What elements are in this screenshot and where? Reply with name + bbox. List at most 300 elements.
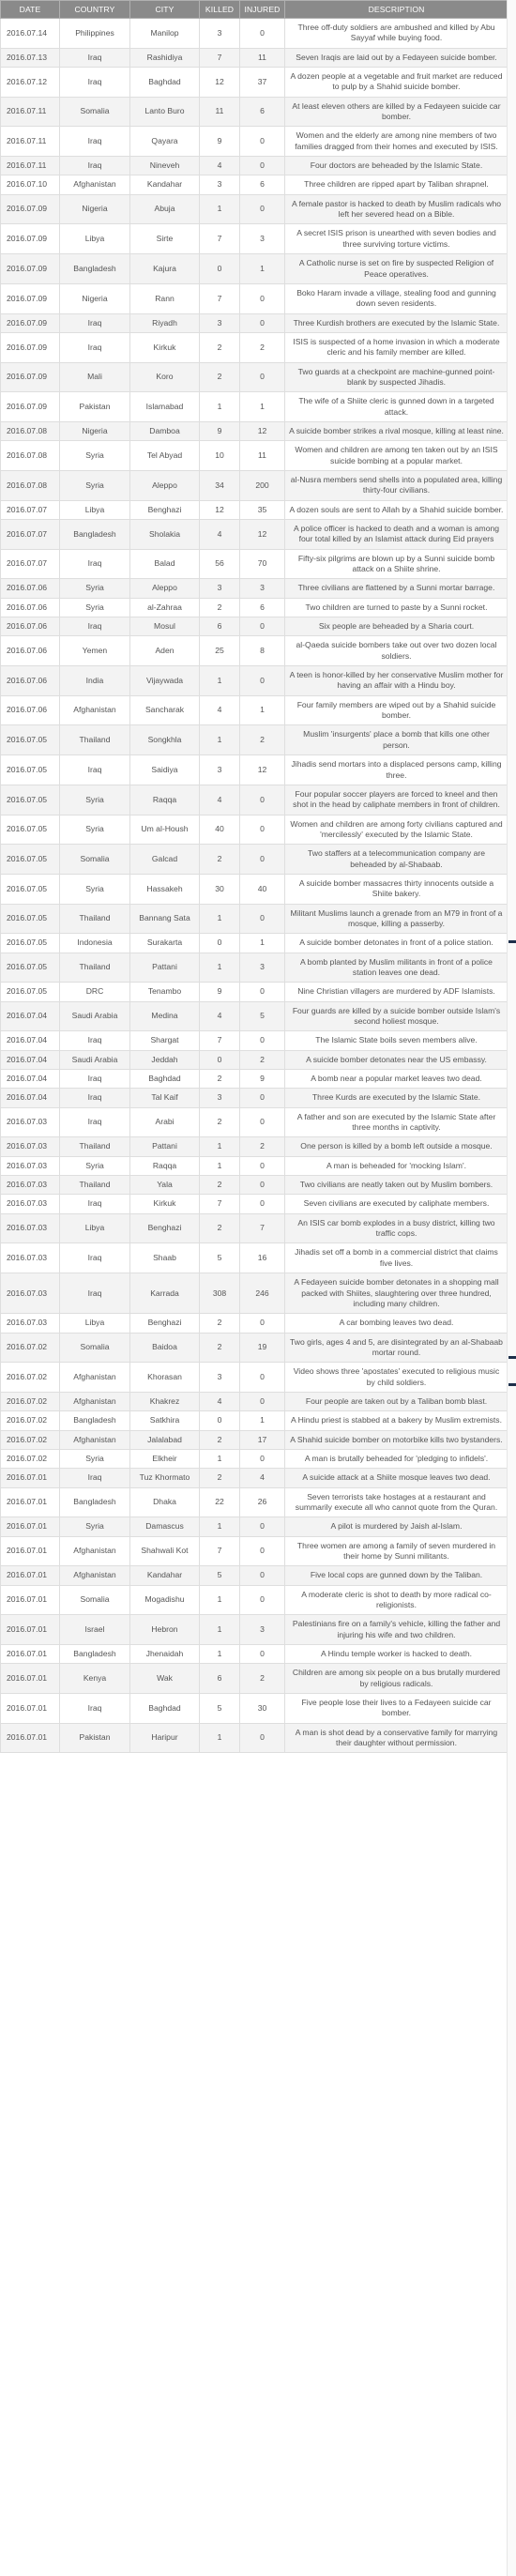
cell-city: Rashidiya [130, 48, 200, 67]
cell-description: Boko Haram invade a village, stealing food and gunning down seven residents. [285, 283, 508, 313]
cell-description: Seven terrorists take hostages at a restaurant and summarily execute all who cannot quote from the Quran. [285, 1487, 508, 1517]
cell-date: 2016.07.11 [1, 127, 60, 157]
cell-date: 2016.07.07 [1, 549, 60, 579]
cell-country: Nigeria [60, 194, 130, 224]
cell-injured: 1 [240, 392, 285, 422]
cell-killed: 1 [200, 194, 240, 224]
cell-description: Six people are beheaded by a Sharia court. [285, 617, 508, 636]
cell-killed: 0 [200, 254, 240, 284]
cell-killed: 4 [200, 1392, 240, 1410]
table-row [1, 127, 508, 157]
cell-country: Iraq [60, 755, 130, 785]
cell-city: Surakarta [130, 934, 200, 953]
cell-date: 2016.07.06 [1, 695, 60, 725]
cell-injured: 0 [240, 1517, 285, 1536]
cell-description: Women and the elderly are among nine members of two families dragged from their homes and executed by ISIS. [285, 127, 508, 157]
table-row [1, 549, 508, 579]
cell-killed: 25 [200, 636, 240, 666]
table-row [1, 1392, 508, 1410]
cell-injured: 2 [240, 1664, 285, 1694]
cell-date: 2016.07.11 [1, 157, 60, 175]
cell-description: A car bombing leaves two dead. [285, 1314, 508, 1333]
cell-killed: 2 [200, 1430, 240, 1449]
cell-date: 2016.07.08 [1, 421, 60, 440]
cell-country: Somalia [60, 1585, 130, 1615]
cell-city: Arabi [130, 1107, 200, 1137]
cell-description: Three women are among a family of seven murdered in their home by Sunni militants. [285, 1536, 508, 1566]
cell-description: al-Qaeda suicide bombers take out over two dozen local soldiers. [285, 636, 508, 666]
cell-city: Pattani [130, 953, 200, 983]
cell-date: 2016.07.10 [1, 175, 60, 194]
table-row [1, 421, 508, 440]
table-row [1, 1273, 508, 1314]
table-header [1, 1, 508, 19]
cell-killed: 10 [200, 441, 240, 471]
cell-injured: 12 [240, 421, 285, 440]
cell-date: 2016.07.01 [1, 1585, 60, 1615]
cell-killed: 1 [200, 1137, 240, 1156]
cell-date: 2016.07.03 [1, 1314, 60, 1333]
table-row [1, 392, 508, 422]
cell-city: Riyadh [130, 313, 200, 332]
table-row [1, 441, 508, 471]
cell-country: DRC [60, 983, 130, 1001]
cell-killed: 5 [200, 1694, 240, 1724]
table-row [1, 1001, 508, 1031]
cell-date: 2016.07.04 [1, 1001, 60, 1031]
cell-description: A Shahid suicide bomber on motorbike kills two bystanders. [285, 1430, 508, 1449]
cell-description: A suicide bomber detonates in front of a police station. [285, 934, 508, 953]
cell-country: Libya [60, 1213, 130, 1243]
cell-city: Saidiya [130, 755, 200, 785]
cell-city: Baidoa [130, 1333, 200, 1363]
cell-injured: 0 [240, 194, 285, 224]
table-row [1, 1469, 508, 1487]
cell-city: Nineveh [130, 157, 200, 175]
cell-country: Iraq [60, 48, 130, 67]
cell-injured: 0 [240, 617, 285, 636]
table-row [1, 1363, 508, 1393]
cell-city: Aleppo [130, 579, 200, 598]
cell-city: Tel Abyad [130, 441, 200, 471]
cell-date: 2016.07.03 [1, 1176, 60, 1195]
table-row [1, 470, 508, 500]
cell-country: Syria [60, 441, 130, 471]
cell-date: 2016.07.09 [1, 194, 60, 224]
cell-city: Mosul [130, 617, 200, 636]
cell-city: Benghazi [130, 1314, 200, 1333]
table-row [1, 815, 508, 845]
table-row [1, 1536, 508, 1566]
cell-date: 2016.07.05 [1, 904, 60, 934]
table-row [1, 1411, 508, 1430]
cell-city: Koro [130, 362, 200, 392]
cell-killed: 4 [200, 695, 240, 725]
header-country: COUNTRY [60, 1, 130, 19]
cell-city: Kirkuk [130, 1195, 200, 1213]
table-row [1, 845, 508, 875]
table-row [1, 598, 508, 617]
cell-killed: 7 [200, 48, 240, 67]
cell-country: Nigeria [60, 283, 130, 313]
cell-killed: 7 [200, 283, 240, 313]
table-row [1, 1664, 508, 1694]
cell-date: 2016.07.06 [1, 598, 60, 617]
table-row [1, 785, 508, 815]
cell-city: Raqqa [130, 785, 200, 815]
cell-injured: 2 [240, 725, 285, 755]
cell-description: A secret ISIS prison is unearthed with seven bodies and three surviving torture victims. [285, 224, 508, 254]
cell-description: Palestinians fire on a family's vehicle, killing the father and injuring his wife and two children. [285, 1615, 508, 1645]
cell-city: Vijaywada [130, 666, 200, 696]
cell-killed: 2 [200, 1469, 240, 1487]
cell-injured: 0 [240, 845, 285, 875]
cell-city: Tenambo [130, 983, 200, 1001]
cell-description: A police officer is hacked to death and a woman is among four total killed by an Islamist attack during Eid prayers [285, 520, 508, 550]
cell-date: 2016.07.05 [1, 785, 60, 815]
cell-killed: 1 [200, 953, 240, 983]
table-row [1, 157, 508, 175]
cell-city: Kandahar [130, 1566, 200, 1585]
cell-date: 2016.07.06 [1, 579, 60, 598]
cell-killed: 9 [200, 127, 240, 157]
cell-country: Afghanistan [60, 1430, 130, 1449]
cell-description: Women and children are among ten taken out by an ISIS suicide bombing at a popular market. [285, 441, 508, 471]
cell-date: 2016.07.04 [1, 1031, 60, 1050]
cell-description: At least eleven others are killed by a Fedayeen suicide car bomber. [285, 97, 508, 127]
cell-injured: 2 [240, 1050, 285, 1069]
cell-country: Bangladesh [60, 520, 130, 550]
cell-date: 2016.07.01 [1, 1694, 60, 1724]
cell-killed: 7 [200, 1031, 240, 1050]
cell-injured: 3 [240, 953, 285, 983]
cell-killed: 3 [200, 579, 240, 598]
cell-date: 2016.07.03 [1, 1156, 60, 1175]
table-row [1, 695, 508, 725]
cell-injured: 8 [240, 636, 285, 666]
cell-date: 2016.07.06 [1, 636, 60, 666]
table-row [1, 1089, 508, 1107]
cell-injured: 70 [240, 549, 285, 579]
table-row [1, 579, 508, 598]
cell-city: Sirte [130, 224, 200, 254]
cell-description: A suicide bomber massacres thirty innocents outside a Shiite bakery. [285, 874, 508, 904]
cell-country: Iraq [60, 549, 130, 579]
cell-country: Syria [60, 1449, 130, 1468]
cell-description: Muslim 'insurgents' place a bomb that kills one other person. [285, 725, 508, 755]
cell-date: 2016.07.09 [1, 254, 60, 284]
cell-description: Video shows three 'apostates' executed to religious music by child soldiers. [285, 1363, 508, 1393]
cell-injured: 0 [240, 983, 285, 1001]
cell-city: Benghazi [130, 500, 200, 519]
cell-date: 2016.07.05 [1, 874, 60, 904]
cell-country: Saudi Arabia [60, 1050, 130, 1069]
cell-country: Iraq [60, 1089, 130, 1107]
edge-marker [508, 1356, 516, 1359]
cell-city: Wak [130, 1664, 200, 1694]
table-row [1, 904, 508, 934]
cell-description: Two civilians are neatly taken out by Muslim bombers. [285, 1176, 508, 1195]
cell-injured: 0 [240, 1723, 285, 1753]
cell-injured: 0 [240, 666, 285, 696]
cell-injured: 35 [240, 500, 285, 519]
cell-description: Jihadis set off a bomb in a commercial district that claims five lives. [285, 1243, 508, 1273]
cell-date: 2016.07.04 [1, 1089, 60, 1107]
cell-date: 2016.07.09 [1, 392, 60, 422]
cell-killed: 3 [200, 755, 240, 785]
cell-date: 2016.07.07 [1, 500, 60, 519]
cell-injured: 12 [240, 755, 285, 785]
cell-date: 2016.07.06 [1, 617, 60, 636]
cell-description: A suicide bomber detonates near the US embassy. [285, 1050, 508, 1069]
cell-injured: 12 [240, 520, 285, 550]
cell-killed: 4 [200, 1001, 240, 1031]
cell-description: A moderate cleric is shot to death by more radical co-religionists. [285, 1585, 508, 1615]
cell-city: Aleppo [130, 470, 200, 500]
cell-date: 2016.07.01 [1, 1487, 60, 1517]
cell-injured: 1 [240, 695, 285, 725]
cell-city: Mogadishu [130, 1585, 200, 1615]
cell-date: 2016.07.03 [1, 1137, 60, 1156]
cell-country: Somalia [60, 845, 130, 875]
cell-date: 2016.07.03 [1, 1195, 60, 1213]
table-row [1, 934, 508, 953]
cell-description: Three Kurdish brothers are executed by the Islamic State. [285, 313, 508, 332]
cell-description: The Islamic State boils seven members alive. [285, 1031, 508, 1050]
cell-date: 2016.07.01 [1, 1615, 60, 1645]
cell-killed: 4 [200, 520, 240, 550]
cell-injured: 1 [240, 254, 285, 284]
cell-country: Pakistan [60, 1723, 130, 1753]
cell-city: Islamabad [130, 392, 200, 422]
cell-description: Four popular soccer players are forced to kneel and then shot in the head by caliphate members in front of children. [285, 785, 508, 815]
cell-injured: 0 [240, 1449, 285, 1468]
cell-killed: 1 [200, 1517, 240, 1536]
cell-killed: 1 [200, 1723, 240, 1753]
cell-injured: 200 [240, 470, 285, 500]
cell-description: Two guards at a checkpoint are machine-gunned point-blank by suspected Jihadis. [285, 362, 508, 392]
cell-injured: 0 [240, 1031, 285, 1050]
cell-city: al-Zahraa [130, 598, 200, 617]
cell-killed: 0 [200, 1411, 240, 1430]
cell-country: Philippines [60, 19, 130, 49]
cell-killed: 7 [200, 1195, 240, 1213]
cell-city: Damascus [130, 1517, 200, 1536]
cell-country: Somalia [60, 1333, 130, 1363]
cell-country: Afghanistan [60, 1363, 130, 1393]
cell-city: Elkheir [130, 1449, 200, 1468]
cell-description: A pilot is murdered by Jaish al-Islam. [285, 1517, 508, 1536]
cell-city: Sholakia [130, 520, 200, 550]
table-row [1, 725, 508, 755]
table-row [1, 283, 508, 313]
cell-city: Galcad [130, 845, 200, 875]
cell-country: Afghanistan [60, 1392, 130, 1410]
cell-injured: 0 [240, 1314, 285, 1333]
table-row [1, 19, 508, 49]
cell-killed: 1 [200, 904, 240, 934]
table-row [1, 755, 508, 785]
cell-city: Shahwali Kot [130, 1536, 200, 1566]
cell-killed: 5 [200, 1566, 240, 1585]
cell-description: Seven Iraqis are laid out by a Fedayeen suicide bomber. [285, 48, 508, 67]
table-row [1, 332, 508, 362]
cell-killed: 2 [200, 332, 240, 362]
table-row [1, 97, 508, 127]
cell-killed: 5 [200, 1243, 240, 1273]
cell-country: Iraq [60, 1469, 130, 1487]
cell-killed: 1 [200, 1585, 240, 1615]
cell-country: Iraq [60, 617, 130, 636]
cell-country: Libya [60, 1314, 130, 1333]
header-description: DESCRIPTION [285, 1, 508, 19]
cell-killed: 2 [200, 598, 240, 617]
cell-country: Saudi Arabia [60, 1001, 130, 1031]
cell-killed: 0 [200, 934, 240, 953]
table-row [1, 1333, 508, 1363]
table-row [1, 617, 508, 636]
cell-city: Baghdad [130, 1694, 200, 1724]
cell-description: The wife of a Shiite cleric is gunned down in a targeted attack. [285, 392, 508, 422]
cell-injured: 0 [240, 1392, 285, 1410]
cell-description: An ISIS car bomb explodes in a busy district, killing two traffic cops. [285, 1213, 508, 1243]
table-row [1, 362, 508, 392]
cell-killed: 12 [200, 500, 240, 519]
cell-killed: 1 [200, 1645, 240, 1664]
cell-date: 2016.07.01 [1, 1469, 60, 1487]
cell-country: Israel [60, 1615, 130, 1645]
cell-country: Afghanistan [60, 1566, 130, 1585]
table-row [1, 1449, 508, 1468]
cell-description: Two children are turned to paste by a Sunni rocket. [285, 598, 508, 617]
cell-injured: 0 [240, 19, 285, 49]
cell-injured: 0 [240, 157, 285, 175]
cell-city: Karrada [130, 1273, 200, 1314]
cell-date: 2016.07.12 [1, 68, 60, 98]
cell-city: Tuz Khormato [130, 1469, 200, 1487]
table-row [1, 666, 508, 696]
cell-country: Iraq [60, 127, 130, 157]
cell-injured: 0 [240, 1089, 285, 1107]
cell-date: 2016.07.01 [1, 1517, 60, 1536]
table-row [1, 1070, 508, 1089]
header-row [1, 1, 508, 19]
cell-country: Thailand [60, 904, 130, 934]
cell-killed: 308 [200, 1273, 240, 1314]
cell-injured: 3 [240, 224, 285, 254]
cell-killed: 9 [200, 421, 240, 440]
cell-injured: 6 [240, 175, 285, 194]
cell-country: Afghanistan [60, 695, 130, 725]
cell-country: Afghanistan [60, 1536, 130, 1566]
table-row [1, 313, 508, 332]
cell-city: Hebron [130, 1615, 200, 1645]
cell-country: Pakistan [60, 392, 130, 422]
cell-city: Dhaka [130, 1487, 200, 1517]
header-city: CITY [130, 1, 200, 19]
cell-city: Satkhira [130, 1411, 200, 1430]
table-row [1, 1487, 508, 1517]
cell-country: Iraq [60, 157, 130, 175]
cell-date: 2016.07.05 [1, 934, 60, 953]
cell-city: Baghdad [130, 68, 200, 98]
cell-description: Five people lose their lives to a Fedayeen suicide car bomber. [285, 1694, 508, 1724]
cell-date: 2016.07.02 [1, 1411, 60, 1430]
cell-country: Syria [60, 785, 130, 815]
cell-injured: 0 [240, 1585, 285, 1615]
cell-injured: 0 [240, 313, 285, 332]
cell-killed: 1 [200, 392, 240, 422]
cell-killed: 12 [200, 68, 240, 98]
cell-date: 2016.07.14 [1, 19, 60, 49]
cell-country: Iraq [60, 1031, 130, 1050]
table-row [1, 1430, 508, 1449]
cell-injured: 19 [240, 1333, 285, 1363]
cell-city: Um al-Housh [130, 815, 200, 845]
cell-killed: 30 [200, 874, 240, 904]
cell-country: Iraq [60, 332, 130, 362]
cell-date: 2016.07.08 [1, 470, 60, 500]
cell-description: Militant Muslims launch a grenade from an M79 in front of a mosque, killing a passerby. [285, 904, 508, 934]
cell-killed: 4 [200, 785, 240, 815]
cell-country: Syria [60, 815, 130, 845]
cell-date: 2016.07.05 [1, 725, 60, 755]
cell-country: Iraq [60, 313, 130, 332]
cell-killed: 3 [200, 19, 240, 49]
cell-killed: 0 [200, 1050, 240, 1069]
cell-date: 2016.07.03 [1, 1213, 60, 1243]
cell-killed: 2 [200, 1070, 240, 1089]
cell-description: Women and children are among forty civilians captured and 'mercilessly' executed by the Islamic State. [285, 815, 508, 845]
cell-description: A man is beheaded for 'mocking Islam'. [285, 1156, 508, 1175]
cell-injured: 246 [240, 1273, 285, 1314]
cell-date: 2016.07.13 [1, 48, 60, 67]
cell-killed: 7 [200, 1536, 240, 1566]
cell-date: 2016.07.01 [1, 1566, 60, 1585]
cell-killed: 1 [200, 725, 240, 755]
table-row [1, 1050, 508, 1069]
table-row [1, 175, 508, 194]
cell-injured: 30 [240, 1694, 285, 1724]
cell-injured: 26 [240, 1487, 285, 1517]
cell-city: Qayara [130, 127, 200, 157]
cell-killed: 3 [200, 313, 240, 332]
cell-description: A dozen souls are sent to Allah by a Shahid suicide bomber. [285, 500, 508, 519]
cell-injured: 2 [240, 1137, 285, 1156]
cell-city: Kirkuk [130, 332, 200, 362]
cell-country: Bangladesh [60, 1645, 130, 1664]
cell-description: Children are among six people on a bus brutally murdered by religious radicals. [285, 1664, 508, 1694]
cell-description: Fifty-six pilgrims are blown up by a Sunni suicide bomb attack on a Shiite shrine. [285, 549, 508, 579]
cell-killed: 7 [200, 224, 240, 254]
cell-date: 2016.07.02 [1, 1449, 60, 1468]
cell-description: Five local cops are gunned down by the Taliban. [285, 1566, 508, 1585]
cell-description: Two girls, ages 4 and 5, are disintegrated by an al-Shabaab mortar round. [285, 1333, 508, 1363]
cell-city: Bannang Sata [130, 904, 200, 934]
cell-injured: 11 [240, 441, 285, 471]
cell-country: Iraq [60, 1694, 130, 1724]
cell-city: Tal Kaif [130, 1089, 200, 1107]
table-row [1, 1176, 508, 1195]
table-row [1, 1195, 508, 1213]
cell-killed: 9 [200, 983, 240, 1001]
cell-description: A Hindu priest is stabbed at a bakery by Muslim extremists. [285, 1411, 508, 1430]
cell-killed: 22 [200, 1487, 240, 1517]
cell-description: Nine Christian villagers are murdered by ADF Islamists. [285, 983, 508, 1001]
cell-country: Iraq [60, 1243, 130, 1273]
table-row [1, 520, 508, 550]
cell-country: Thailand [60, 1176, 130, 1195]
